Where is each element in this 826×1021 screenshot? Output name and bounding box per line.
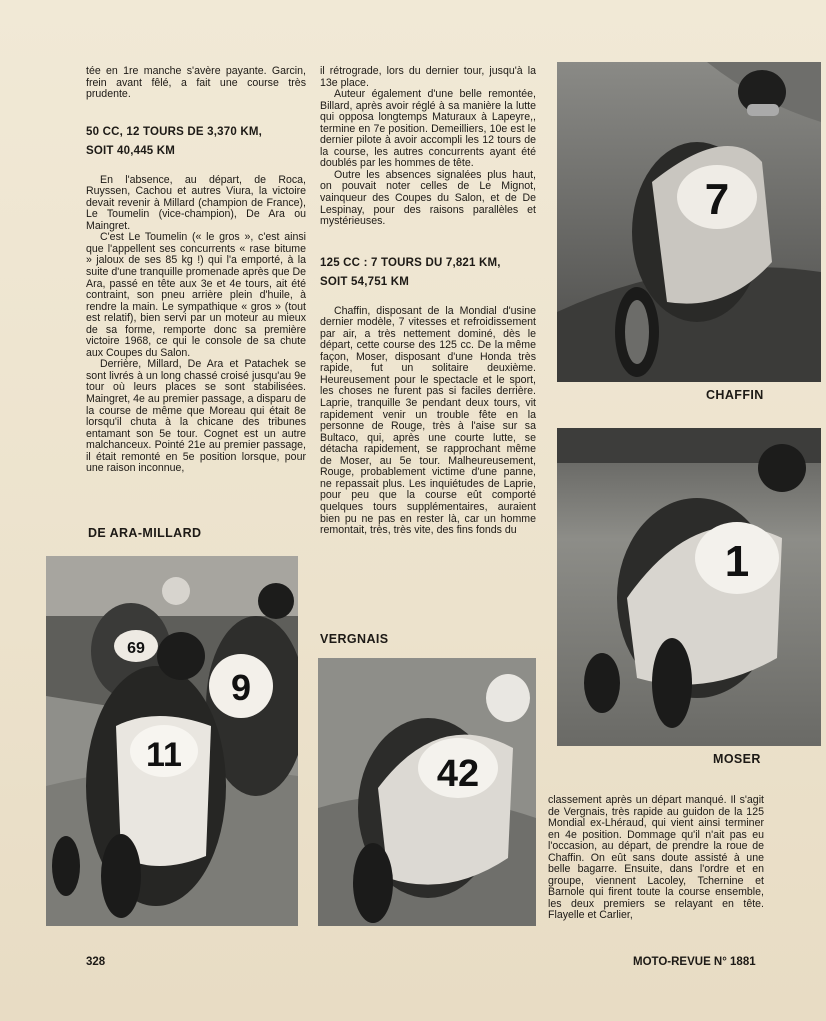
section-heading-125cc bbox=[320, 254, 536, 292]
paragraph: En l'absence, au départ, de Roca, Ruyssen, Cachou et autres Viura, la victoire devait revenir à Millard (champion de France), Le Toumelin (vice-champion), De Ara ou Maingret. bbox=[86, 173, 306, 232]
photo-vergnais bbox=[318, 658, 536, 926]
race-number: 1 bbox=[724, 537, 750, 586]
photo-moser bbox=[557, 428, 821, 746]
race-number: 7 bbox=[704, 175, 730, 224]
race-number: 9 bbox=[230, 667, 252, 708]
paragraph: tée en 1re manche s'avère payante. Garcin, frein avant fêlé, a fait une course très prudente. bbox=[86, 65, 306, 101]
magazine-issue: MOTO-REVUE N° 1881 bbox=[633, 956, 756, 968]
paragraph: Auteur également d'une belle remontée, Billard, après avoir réglé à sa manière la lutte qui opposa longtemps Maturaux à Lapeyre,, termine en 7e position. Demeilliers, 10e est le dernier pilote à avoir accompli les 12 tours de la course, les autres concurrents ayant été doublés par les hommes de tête. bbox=[320, 88, 536, 170]
heading-line: SOIT 54,751 KM bbox=[320, 275, 410, 288]
race-number: 42 bbox=[436, 753, 480, 795]
paragraph: C'est Le Toumelin (« le gros », c'est ainsi que l'appellent ses concurrents « rase bitume » jaloux de ses 85 kg !) qui l'a emporté, à la suite d'une tranquille promenade après que De Ara, passé en tête aux 3e et 4e tours, ait été contraint, son pneu arrière plein d'huile, à rendre la main. Le sympathique « gros » (tout est relatif), bien servi par un moteur au mieux de sa forme, remporte donc sa première victoire 1968, ce qui le console de sa chute aux Coupes du Salon. bbox=[86, 231, 306, 359]
photo-caption: VERGNAIS bbox=[320, 632, 389, 646]
photo-caption: DE ARA-MILLARD bbox=[88, 526, 202, 540]
race-number: 11 bbox=[146, 736, 182, 774]
photo-chaffin bbox=[557, 62, 821, 382]
column-1 bbox=[86, 66, 306, 475]
heading-line: SOIT 40,445 KM bbox=[86, 144, 176, 157]
paragraph: Derrière, Millard, De Ara et Patachek se sont livrés à un long chassé croisé jusqu'au 9e tour où leurs places se sont stabilisées. Maingret, 4e au premier passage, a disparu de la course de même que Moreau qui était 8e lorsqu'il chuta à la chicane des tribunes entamant son 5e tour. Cognet est un autre malchanceux. Pointé 21e au premier passage, il était remonté en 5e position lorsque, pour une raison inconnue, bbox=[86, 358, 306, 475]
paragraph: Outre les absences signalées plus haut, on pouvait noter celles de Le Mignot, vainqueur des Coupes du Salon, et de De Lespinay, pour des raisons parallèles et mystérieuses. bbox=[320, 168, 536, 228]
section-heading-50cc bbox=[86, 123, 306, 161]
photo-de-ara-millard bbox=[46, 556, 298, 926]
photo-caption: MOSER bbox=[713, 752, 761, 766]
paragraph: Chaffin, disposant de la Mondial d'usine dernier modèle, 7 vitesses et refroidissement par air, a très nettement dominé, dès le départ, cette course des 125 cc. De la même façon, Moser, disposant d'une Honda très rapide, fut un solitaire deuxième. Heureusement pour le spectacle et le sport, les choses ne furent pas si faciles derrière. Laprie, tranquille 3e pendant deux tours, vit rapidement venir un trouble fête en la personne de Rouge, très à l'aise sur sa Bultaco, qui, après une courte lutte, se détacha rapidement, se rapprochant même de Moser, au 5e tour. Malheureusement, Rouge, probablement victime d'une panne, ne repassait plus. Les inquiétudes de Laprie, pour peu que la course eût comporté quelques tours supplémentaires, auraient bien pu ne pas en rester là, car un homme remontait, très, très vite, des fins fonds du bbox=[320, 304, 536, 537]
paragraph: classement après un départ manqué. Il s'agit de Vergnais, très rapide au guidon de la 125 Mondial ex-Lhéraud, qui vient ainsi terminer en 4e position. Dommage qu'il n'ait pas eu l'occasion, au départ, de prendre la roue de Chaffin. On eût sans doute assisté à une belle bagarre. Ensuite, dans l'ordre et en groupe, viennent Lacoley, Tchernine et Barnole qui firent toute la course ensemble, les deux premiers se relayant en tête. Flayelle et Carlier, bbox=[548, 794, 764, 922]
photo-caption: CHAFFIN bbox=[706, 388, 764, 402]
column-3 bbox=[548, 795, 764, 922]
column-2 bbox=[320, 66, 536, 537]
heading-line: 125 CC : 7 TOURS DU 7,821 KM, bbox=[320, 256, 501, 269]
heading-line: 50 CC, 12 TOURS DE 3,370 KM, bbox=[86, 125, 263, 138]
race-number: 69 bbox=[127, 640, 145, 657]
page-number: 328 bbox=[86, 956, 106, 968]
paragraph: il rétrograde, lors du dernier tour, jusqu'à la 13e place. bbox=[320, 65, 536, 89]
